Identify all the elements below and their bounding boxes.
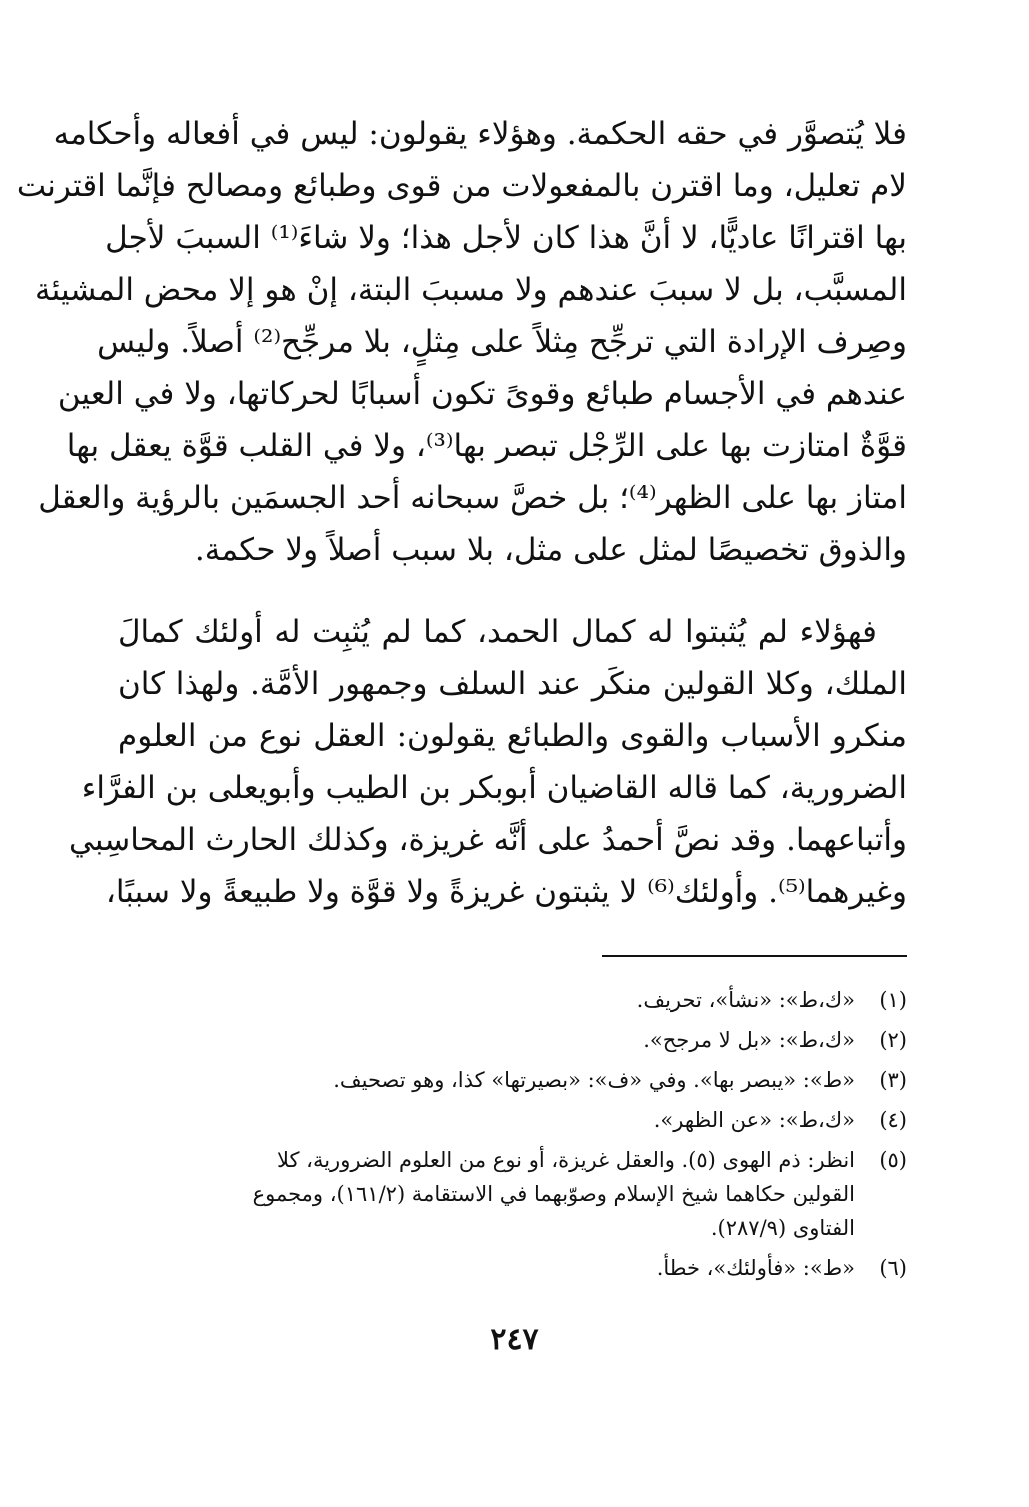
footnote-number: (٣) bbox=[879, 1068, 907, 1092]
footnotes-list bbox=[118, 983, 907, 1291]
footnote-line: «ط»: «يبصر بها». وفي «ف»: «بصيرتها» كذا، وهو تصحيف. bbox=[333, 1068, 855, 1092]
footnote-1 bbox=[118, 983, 907, 1017]
footnote-6 bbox=[118, 1251, 907, 1285]
body-paragraph-1 bbox=[16, 108, 907, 576]
text-line: وأتباعهما. وقد نصَّ أحمدُ على أنَّه غريزة، وكذلك الحارث المحاسِبي bbox=[69, 822, 907, 858]
text-line: المسبَّب، بل لا سببَ عندهم ولا مسببَ البتة، إنْ هو إلا محض المشيئة bbox=[34, 272, 907, 308]
text-line: الملك، وكلا القولين منكَر عند السلف وجمهور الأمَّة. ولهذا كان bbox=[118, 666, 907, 702]
footnote-line: الفتاوى (٢٨٧/٩). bbox=[710, 1216, 855, 1240]
footnote-line: القولين حكاهما شيخ الإسلام وصوّبهما في الاستقامة (١٦١/٢)، ومجموع bbox=[252, 1182, 855, 1206]
footnote-separator bbox=[602, 955, 907, 957]
text-line: وغيرهما⁽⁵⁾. وأولئك⁽⁶⁾ لا يثبتون غريزةً ولا قوَّة ولا طبيعةً ولا سببًا، bbox=[105, 874, 907, 910]
footnote-line: «ك،ط»: «عن الظهر». bbox=[653, 1108, 855, 1132]
footnote-text bbox=[118, 1023, 855, 1057]
body-paragraph-2 bbox=[69, 606, 907, 918]
text-line: منكرو الأسباب والقوى والطبائع يقولون: العقل نوع من العلوم bbox=[118, 718, 907, 754]
footnote-text bbox=[118, 1251, 855, 1285]
text-line: امتاز بها على الظهر⁽⁴⁾؛ بل خصَّ سبحانه أحد الجسمَين بالرؤية والعقل bbox=[38, 480, 907, 516]
footnote-number: (١) bbox=[879, 988, 907, 1012]
footnote-line: «ك،ط»: «بل لا مرجح». bbox=[643, 1028, 855, 1052]
text-line: والذوق تخصيصًا لمثل على مثل، بلا سبب أصلاً ولا حكمة. bbox=[194, 532, 907, 568]
footnote-text bbox=[118, 1063, 855, 1097]
text-line: وصِرف الإرادة التي ترجِّح مِثلاً على مِثلٍ، بلا مرجِّح⁽²⁾ أصلاً. وليس bbox=[97, 324, 907, 360]
footnote-number: (٤) bbox=[879, 1108, 907, 1132]
footnote-5 bbox=[118, 1143, 907, 1245]
text-line: قوَّةٌ امتازت بها على الرِّجْل تبصر بها⁽³⁾، ولا في القلب قوَّة يعقل بها bbox=[66, 428, 907, 464]
text-line: فهؤلاء لم يُثبتوا له كمال الحمد، كما لم يُثبِت له أولئك كمالَ bbox=[118, 614, 877, 650]
footnote-line: «ط»: «فأولئك»، خطأ. bbox=[656, 1256, 855, 1280]
text-line: فلا يُتصوَّر في حقه الحكمة. وهؤلاء يقولون: ليس في أفعاله وأحكامه bbox=[53, 116, 907, 152]
footnote-line: انظر: ذم الهوى (٥). والعقل غريزة، أو نوع من العلوم الضرورية، كلا bbox=[276, 1148, 855, 1172]
footnote-text bbox=[118, 983, 855, 1017]
footnote-text bbox=[118, 1103, 855, 1137]
text-line: عندهم في الأجسام طبائع وقوىً تكون أسبابًا لحركاتها، ولا في العين bbox=[57, 376, 907, 412]
footnote-3 bbox=[118, 1063, 907, 1097]
text-line: بها اقترانًا عاديًّا، لا أنَّ هذا كان لأجل هذا؛ ولا شاءَ⁽¹⁾ السببَ لأجل bbox=[105, 220, 907, 256]
footnote-line: «ك،ط»: «نشأ»، تحريف. bbox=[636, 988, 855, 1012]
footnote-number: (٥) bbox=[879, 1148, 907, 1172]
footnote-2 bbox=[118, 1023, 907, 1057]
footnote-number: (٢) bbox=[879, 1028, 907, 1052]
footnote-number: (٦) bbox=[879, 1256, 907, 1280]
footnote-text bbox=[118, 1143, 855, 1245]
text-line: الضرورية، كما قاله القاضيان أبوبكر بن الطيب وأبويعلى بن الفرَّاء bbox=[81, 770, 907, 806]
page-number: ٢٤٧ bbox=[490, 1322, 539, 1357]
footnote-4 bbox=[118, 1103, 907, 1137]
text-line: لام تعليل، وما اقترن بالمفعولات من قوى وطبائع ومصالح فإنَّما اقترنت bbox=[16, 168, 907, 204]
